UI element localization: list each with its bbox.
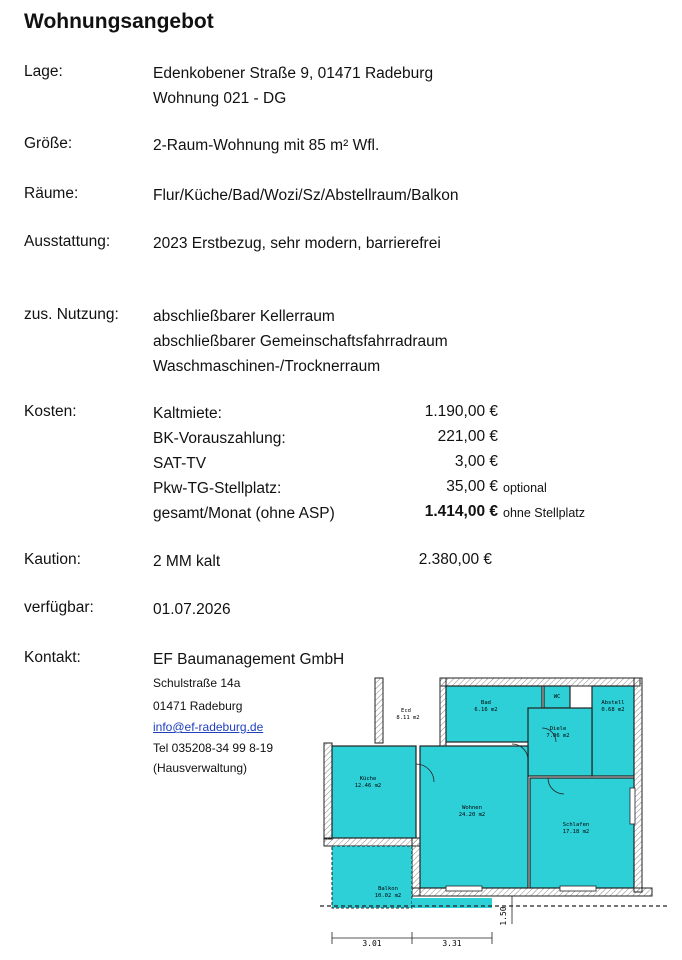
- label-lage: Lage:: [24, 63, 63, 80]
- window: [630, 788, 635, 824]
- room-label: Wohnen: [462, 805, 482, 811]
- room-label: Bad: [481, 700, 491, 706]
- lage-unit: Wohnung 021 - DG: [153, 90, 287, 107]
- label-kontakt: Kontakt:: [24, 649, 81, 666]
- wall-hatched: [324, 743, 332, 839]
- kontakt-tel: Tel 035208-34 99 8-19: [153, 741, 274, 755]
- kosten-row-name: BK-Vorauszahlung:: [153, 430, 286, 447]
- dimension-label: 3.31: [442, 939, 462, 948]
- kosten-row-amount: 221,00 €: [437, 428, 498, 445]
- window: [446, 886, 482, 891]
- kosten-row-amount: 3,00 €: [454, 453, 498, 470]
- label-kaution: Kaution:: [24, 551, 81, 568]
- balkon-extension: [412, 898, 492, 908]
- label-ausstattung: Ausstattung:: [24, 233, 111, 250]
- room-area: 6.16 m2: [474, 707, 498, 713]
- wall-hatched: [440, 678, 446, 748]
- lage-address: Edenkobener Straße 9, 01471 Radeburg: [153, 65, 434, 82]
- kosten-row-name: Pkw-TG-Stellplatz:: [153, 480, 282, 497]
- kontakt-note: (Hausverwaltung): [153, 761, 248, 775]
- kosten-total-note: ohne Stellplatz: [503, 506, 586, 520]
- room-kueche: [332, 746, 416, 838]
- kaution-amount: 2.380,00 €: [418, 551, 492, 568]
- wall-hatched: [324, 838, 420, 846]
- room-label: Ecd: [401, 708, 411, 714]
- floor-plan: [300, 668, 682, 960]
- room-area: 10.02 m2: [374, 893, 402, 899]
- kosten-row-name: SAT-TV: [153, 455, 207, 472]
- kosten-total-name: gesamt/Monat (ohne ASP): [153, 505, 335, 522]
- kosten-row-amount: 1.190,00 €: [424, 403, 498, 420]
- label-kosten: Kosten:: [24, 403, 77, 420]
- nutzung-item: Waschmaschinen-/Trocknerraum: [153, 358, 381, 375]
- room-area: 17.18 m2: [562, 829, 590, 835]
- kosten-row-note: optional: [503, 481, 547, 495]
- label-nutzung: zus. Nutzung:: [24, 306, 119, 323]
- kosten-row-name: Kaltmiete:: [153, 405, 222, 422]
- window: [560, 886, 596, 891]
- label-raeume: Räume:: [24, 185, 79, 202]
- wall-hatched: [634, 678, 642, 892]
- kontakt-company: EF Baumanagement GmbH: [153, 651, 345, 668]
- kontakt-email-link[interactable]: info@ef-radeburg.de: [153, 720, 264, 734]
- room-label: Diele: [549, 726, 567, 732]
- page-title: Wohnungsangebot: [24, 10, 214, 33]
- kosten-total-amount: 1.414,00 €: [424, 503, 498, 520]
- room-label: Balkon: [378, 886, 398, 892]
- room-area: 7.06 m2: [546, 733, 570, 739]
- nutzung-item: abschließbarer Gemeinschaftsfahrradraum: [153, 333, 448, 350]
- room-area: 0.68 m2: [601, 707, 625, 713]
- groesse-value: 2-Raum-Wohnung mit 85 m² Wfl.: [153, 137, 380, 154]
- kontakt-city: 01471 Radeburg: [153, 699, 243, 713]
- label-groesse: Größe:: [24, 135, 73, 152]
- raeume-value: Flur/Küche/Bad/Wozi/Sz/Abstellraum/Balkon: [153, 187, 459, 204]
- verfuegbar-value: 01.07.2026: [153, 601, 231, 618]
- kaution-value: 2 MM kalt: [153, 553, 221, 570]
- kosten-row-amount: 35,00 €: [446, 478, 498, 495]
- room-label: Schlafen: [562, 822, 590, 828]
- room-label: WC: [553, 694, 561, 700]
- wall-hatched: [440, 678, 640, 686]
- ausstattung-value: 2023 Erstbezug, sehr modern, barrierefrei: [153, 235, 441, 252]
- room-area: 8.11 m2: [396, 715, 420, 721]
- dimension-label: 1.50: [499, 906, 508, 926]
- room-diele: [528, 708, 592, 776]
- room-area: 12.46 m2: [354, 783, 382, 789]
- nutzung-item: abschließbarer Kellerraum: [153, 308, 335, 325]
- room-area: 24.20 m2: [458, 812, 486, 818]
- kontakt-street: Schulstraße 14a: [153, 676, 241, 690]
- wall-hatched: [375, 678, 383, 743]
- dimension-label: 3.01: [362, 939, 382, 948]
- room-label: Abstell: [601, 700, 625, 706]
- room-label: Küche: [359, 776, 377, 782]
- label-verfuegbar: verfügbar:: [24, 599, 94, 616]
- wall-hatched: [412, 838, 420, 896]
